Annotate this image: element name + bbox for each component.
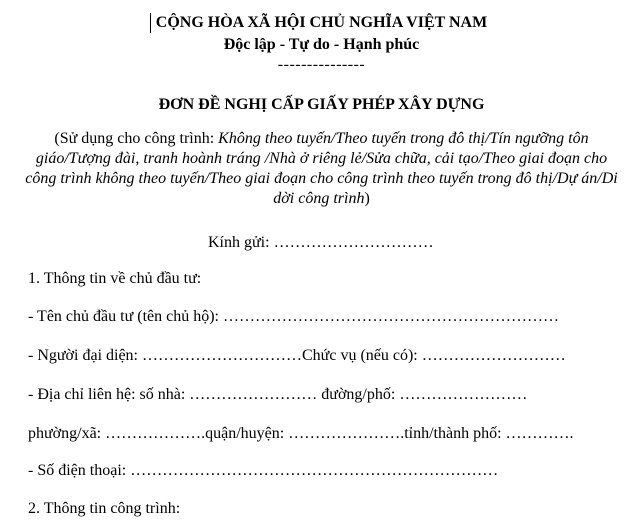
header-divider: --------------- [277, 56, 366, 73]
country-header: CỘNG HÒA XÃ HỘI CHỦ NGHĨA VIỆT NAM [155, 14, 488, 31]
owner-name-field: - Tên chủ đầu tư (tên chủ hộ): ……………………………………………………… [28, 308, 559, 325]
section2-heading: 2. Thông tin công trình: [28, 500, 181, 517]
addressee-line: Kính gửi: ………………………… [208, 234, 434, 251]
section1-heading: 1. Thông tin về chủ đầu tư: [28, 270, 202, 287]
document-title: ĐƠN ĐỀ NGHỊ CẤP GIẤY PHÉP XÂY DỰNG [158, 96, 485, 113]
ward-district-field: phường/xã: ……………….quận/huyện: ………………….tỉnh/thành phố: …………. [28, 425, 574, 442]
representative-field: - Người đại diện: …………………………Chức vụ (nếu có): ……………………… [28, 347, 566, 364]
phone-field: - Số điện thoại: …………………………………………………………… [28, 462, 499, 479]
address-field: - Địa chỉ liên hệ: số nhà: …………………… đường/phố: …………………… [28, 386, 528, 403]
usage-scope-note [20, 129, 623, 209]
national-motto: Độc lập - Tự do - Hạnh phúc [223, 36, 420, 53]
usage-scope-items: Không theo tuyến/Theo tuyến trong đô thị/Tín ngưỡng tôn giáo/Tượng đài, tranh hoành tráng /Nhà ở riêng lẻ/Sửa chữa, cải tạo/Theo giai đoạn cho công trình không theo tuyến/Theo giai đoạn cho công trình theo tuyến trong đô thị/Dự án/Di dời công trình [25, 130, 618, 207]
usage-scope-prefix: (Sử dụng cho công trình: [54, 130, 219, 147]
usage-scope-suffix: ) [364, 190, 370, 207]
